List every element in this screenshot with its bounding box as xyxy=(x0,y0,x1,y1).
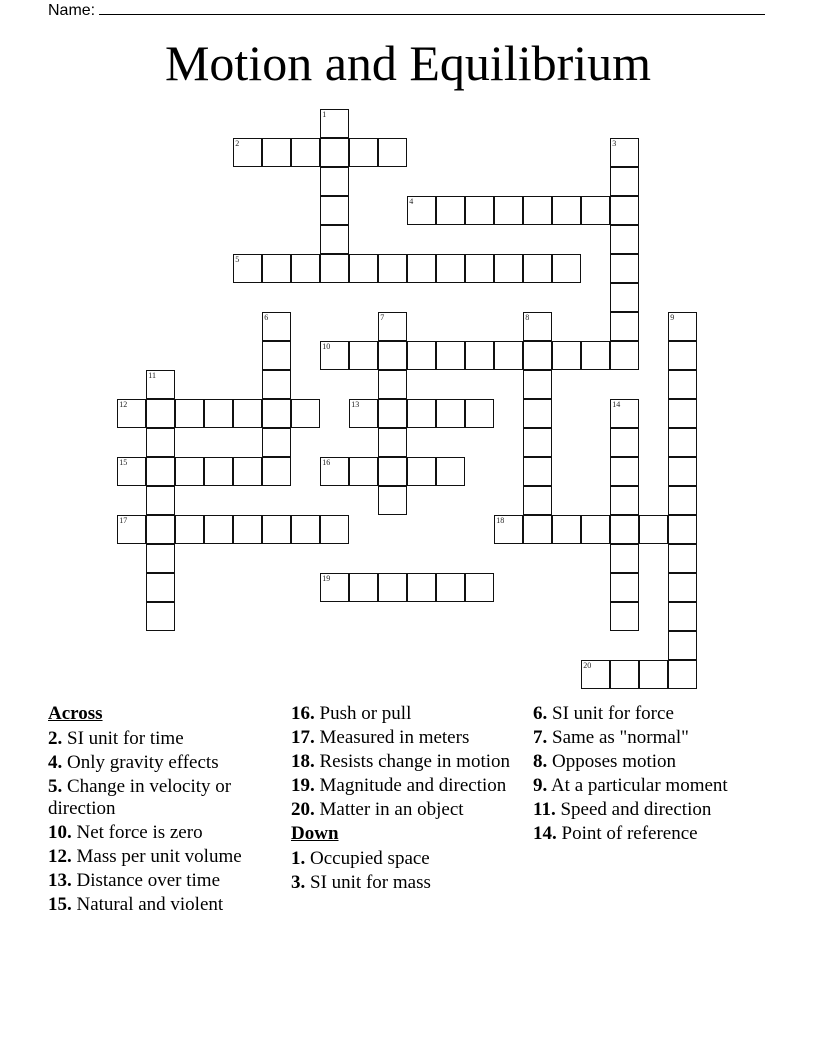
clue-number-label: 15. xyxy=(48,894,72,915)
grid-cell[interactable] xyxy=(146,399,175,428)
grid-cell[interactable] xyxy=(117,399,146,428)
grid-cell[interactable] xyxy=(378,312,407,341)
grid-cell[interactable] xyxy=(204,457,233,486)
clue-text: Distance over time xyxy=(71,870,221,891)
clue-text: Opposes motion xyxy=(547,751,677,772)
clue-item xyxy=(48,894,283,916)
grid-cell[interactable] xyxy=(262,428,291,457)
grid-cell[interactable] xyxy=(175,515,204,544)
clue-number-label: 8. xyxy=(533,751,548,772)
clue-number: 16 xyxy=(322,458,331,468)
grid-cell[interactable] xyxy=(465,254,494,283)
grid-cell[interactable] xyxy=(291,138,320,167)
grid-cell[interactable] xyxy=(146,573,175,602)
grid-cell[interactable] xyxy=(320,254,349,283)
grid-cell[interactable] xyxy=(552,196,581,225)
grid-cell[interactable] xyxy=(494,515,523,544)
clue-number: 1 xyxy=(322,110,327,120)
grid-cell[interactable] xyxy=(523,486,552,515)
grid-cell[interactable] xyxy=(552,515,581,544)
grid-cell[interactable] xyxy=(523,428,552,457)
grid-cell[interactable] xyxy=(378,254,407,283)
grid-cell[interactable] xyxy=(581,515,610,544)
clue-text: SI unit for force xyxy=(547,703,674,724)
grid-cell[interactable] xyxy=(610,254,639,283)
grid-cell[interactable] xyxy=(494,341,523,370)
clue-number-label: 7. xyxy=(533,727,548,748)
grid-cell[interactable] xyxy=(436,399,465,428)
clue-text: Only gravity effects xyxy=(62,752,219,773)
clue-text: Speed and direction xyxy=(555,799,712,820)
grid-cell[interactable] xyxy=(436,457,465,486)
across-heading: Across xyxy=(48,703,103,724)
grid-cell[interactable] xyxy=(668,515,697,544)
clue-number-label: 13. xyxy=(48,870,72,891)
clue-number-label: 18. xyxy=(291,751,315,772)
grid-cell[interactable] xyxy=(146,602,175,631)
grid-cell[interactable] xyxy=(668,457,697,486)
grid-cell[interactable] xyxy=(610,312,639,341)
grid-cell[interactable] xyxy=(668,341,697,370)
clue-number: 13 xyxy=(351,400,360,410)
grid-cell[interactable] xyxy=(146,515,175,544)
clue-number: 9 xyxy=(670,313,675,323)
grid-cell[interactable] xyxy=(523,196,552,225)
clue-number: 12 xyxy=(119,400,128,410)
grid-cell[interactable] xyxy=(436,573,465,602)
grid-cell[interactable] xyxy=(639,660,668,689)
grid-cell[interactable] xyxy=(262,399,291,428)
grid-cell[interactable] xyxy=(610,399,639,428)
clue-number-label: 1. xyxy=(291,848,306,869)
clue-item xyxy=(291,703,526,725)
grid-cell[interactable] xyxy=(610,225,639,254)
clue-number: 19 xyxy=(322,574,331,584)
grid-cell[interactable] xyxy=(465,196,494,225)
clue-number-label: 17. xyxy=(291,727,315,748)
page-title: Motion and Equilibrium xyxy=(164,35,652,91)
grid-cell[interactable] xyxy=(407,573,436,602)
clue-number: 4 xyxy=(409,197,414,207)
grid-cell[interactable] xyxy=(349,254,378,283)
clue-text: Net force is zero xyxy=(71,822,203,843)
grid-cell[interactable] xyxy=(320,167,349,196)
clue-item xyxy=(48,752,283,774)
clue-text: Change in velocity or direction xyxy=(48,776,232,819)
clue-column-3 xyxy=(533,703,768,847)
clue-item xyxy=(533,823,768,845)
grid-cell[interactable] xyxy=(262,341,291,370)
clue-item xyxy=(48,846,283,868)
clue-number-label: 16. xyxy=(291,703,315,724)
grid-cell[interactable] xyxy=(262,312,291,341)
clue-number: 7 xyxy=(380,313,385,323)
grid-cell[interactable] xyxy=(465,573,494,602)
grid-cell[interactable] xyxy=(610,138,639,167)
grid-cell[interactable] xyxy=(610,167,639,196)
grid-cell[interactable] xyxy=(610,573,639,602)
grid-cell[interactable] xyxy=(668,486,697,515)
grid-cell[interactable] xyxy=(204,515,233,544)
grid-cell[interactable] xyxy=(146,486,175,515)
grid-cell[interactable] xyxy=(407,254,436,283)
clue-item xyxy=(291,751,526,773)
clue-number-label: 11. xyxy=(533,799,556,820)
grid-cell[interactable] xyxy=(233,254,262,283)
grid-cell[interactable] xyxy=(465,399,494,428)
clue-number: 15 xyxy=(119,458,128,468)
clue-number-label: 6. xyxy=(533,703,548,724)
grid-cell[interactable] xyxy=(436,196,465,225)
grid-cell[interactable] xyxy=(320,573,349,602)
grid-cell[interactable] xyxy=(146,457,175,486)
grid-cell[interactable] xyxy=(407,399,436,428)
grid-cell[interactable] xyxy=(552,254,581,283)
clue-text: SI unit for mass xyxy=(305,872,431,893)
grid-cell[interactable] xyxy=(117,515,146,544)
clue-item xyxy=(533,799,768,821)
grid-cell[interactable] xyxy=(436,254,465,283)
grid-cell[interactable] xyxy=(291,515,320,544)
clue-number: 14 xyxy=(612,400,621,410)
clue-number: 6 xyxy=(264,313,269,323)
grid-cell[interactable] xyxy=(494,254,523,283)
grid-cell[interactable] xyxy=(523,457,552,486)
grid-cell[interactable] xyxy=(610,515,639,544)
clue-number: 5 xyxy=(235,255,240,265)
grid-cell[interactable] xyxy=(146,370,175,399)
clue-item xyxy=(291,775,526,797)
clue-number-label: 20. xyxy=(291,799,315,820)
clue-text: Point of reference xyxy=(556,823,698,844)
clue-column-2 xyxy=(291,703,526,896)
grid-cell[interactable] xyxy=(378,370,407,399)
grid-cell[interactable] xyxy=(378,486,407,515)
grid-cell[interactable] xyxy=(262,370,291,399)
clue-number-label: 3. xyxy=(291,872,306,893)
grid-cell[interactable] xyxy=(523,312,552,341)
grid-cell[interactable] xyxy=(320,341,349,370)
clue-item xyxy=(291,799,526,821)
grid-cell[interactable] xyxy=(291,254,320,283)
grid-cell[interactable] xyxy=(581,660,610,689)
grid-cell[interactable] xyxy=(668,370,697,399)
clue-text: Occupied space xyxy=(305,848,430,869)
grid-cell[interactable] xyxy=(349,457,378,486)
clue-number-label: 12. xyxy=(48,846,72,867)
clue-number-label: 2. xyxy=(48,728,63,749)
clue-text: Natural and violent xyxy=(71,894,224,915)
grid-cell[interactable] xyxy=(117,457,146,486)
grid-cell[interactable] xyxy=(668,631,697,660)
grid-cell[interactable] xyxy=(668,428,697,457)
grid-cell[interactable] xyxy=(320,109,349,138)
grid-cell[interactable] xyxy=(378,457,407,486)
grid-cell[interactable] xyxy=(581,196,610,225)
clue-text: Matter in an object xyxy=(314,799,464,820)
clue-item xyxy=(291,848,526,870)
grid-cell[interactable] xyxy=(378,428,407,457)
grid-cell[interactable] xyxy=(523,399,552,428)
grid-cell[interactable] xyxy=(523,370,552,399)
down-heading: Down xyxy=(291,823,339,844)
clue-text: Same as "normal" xyxy=(547,727,689,748)
grid-cell[interactable] xyxy=(407,457,436,486)
grid-cell[interactable] xyxy=(610,660,639,689)
grid-cell[interactable] xyxy=(320,225,349,254)
clue-text: Resists change in motion xyxy=(314,751,511,772)
grid-cell[interactable] xyxy=(175,457,204,486)
clue-text: Magnitude and direction xyxy=(314,775,507,796)
grid-cell[interactable] xyxy=(523,515,552,544)
clue-number-label: 5. xyxy=(48,776,63,797)
clue-number: 18 xyxy=(496,516,505,526)
grid-cell[interactable] xyxy=(262,254,291,283)
clue-number-label: 10. xyxy=(48,822,72,843)
grid-cell[interactable] xyxy=(378,138,407,167)
grid-cell[interactable] xyxy=(639,515,668,544)
grid-cell[interactable] xyxy=(146,428,175,457)
grid-cell[interactable] xyxy=(436,341,465,370)
clue-number: 3 xyxy=(612,139,617,149)
grid-cell[interactable] xyxy=(610,602,639,631)
grid-cell[interactable] xyxy=(320,457,349,486)
grid-cell[interactable] xyxy=(291,399,320,428)
clue-item xyxy=(291,872,526,894)
clue-number: 20 xyxy=(583,661,592,671)
clue-number-label: 14. xyxy=(533,823,557,844)
name-label: Name: xyxy=(48,2,96,19)
grid-cell[interactable] xyxy=(349,399,378,428)
clue-number: 11 xyxy=(148,371,156,381)
grid-cell[interactable] xyxy=(407,341,436,370)
grid-cell[interactable] xyxy=(552,341,581,370)
grid-cell[interactable] xyxy=(262,457,291,486)
grid-cell[interactable] xyxy=(465,341,494,370)
clue-item xyxy=(533,751,768,773)
grid-cell[interactable] xyxy=(175,399,204,428)
clue-text: SI unit for time xyxy=(62,728,184,749)
grid-cell[interactable] xyxy=(668,544,697,573)
grid-cell[interactable] xyxy=(233,138,262,167)
grid-cell[interactable] xyxy=(378,399,407,428)
grid-cell[interactable] xyxy=(407,196,436,225)
clue-item xyxy=(533,727,768,749)
clue-text: Mass per unit volume xyxy=(71,846,242,867)
grid-cell[interactable] xyxy=(610,428,639,457)
grid-cell[interactable] xyxy=(204,399,233,428)
grid-cell[interactable] xyxy=(349,573,378,602)
clue-item xyxy=(48,728,283,750)
grid-cell[interactable] xyxy=(349,341,378,370)
grid-cell[interactable] xyxy=(610,283,639,312)
clue-number-label: 19. xyxy=(291,775,315,796)
grid-cell[interactable] xyxy=(668,660,697,689)
grid-cell[interactable] xyxy=(610,196,639,225)
clue-number: 10 xyxy=(322,342,331,352)
clue-number: 8 xyxy=(525,313,530,323)
grid-cell[interactable] xyxy=(146,544,175,573)
grid-cell[interactable] xyxy=(668,312,697,341)
clue-item xyxy=(48,776,283,820)
grid-cell[interactable] xyxy=(668,573,697,602)
grid-cell[interactable] xyxy=(378,341,407,370)
grid-cell[interactable] xyxy=(523,254,552,283)
grid-cell[interactable] xyxy=(233,457,262,486)
grid-cell[interactable] xyxy=(610,341,639,370)
clue-column-1 xyxy=(48,703,283,918)
clue-number-label: 4. xyxy=(48,752,63,773)
grid-cell[interactable] xyxy=(320,138,349,167)
clue-text: Push or pull xyxy=(314,703,412,724)
grid-cell[interactable] xyxy=(610,457,639,486)
grid-cell[interactable] xyxy=(349,138,378,167)
clue-item xyxy=(48,870,283,892)
clue-text: Measured in meters xyxy=(314,727,470,748)
grid-cell[interactable] xyxy=(610,544,639,573)
clue-item xyxy=(48,822,283,844)
clue-number: 17 xyxy=(119,516,128,526)
grid-cell[interactable] xyxy=(262,138,291,167)
grid-cell[interactable] xyxy=(233,515,262,544)
grid-cell[interactable] xyxy=(668,602,697,631)
clue-item xyxy=(533,775,768,797)
grid-cell[interactable] xyxy=(610,486,639,515)
grid-cell[interactable] xyxy=(320,196,349,225)
grid-cell[interactable] xyxy=(494,196,523,225)
clue-number: 2 xyxy=(235,139,240,149)
grid-cell[interactable] xyxy=(581,341,610,370)
clue-item xyxy=(291,727,526,749)
grid-cell[interactable] xyxy=(668,399,697,428)
clue-text: At a particular moment xyxy=(547,775,728,796)
grid-cell[interactable] xyxy=(523,341,552,370)
grid-cell[interactable] xyxy=(233,399,262,428)
clue-item xyxy=(533,703,768,725)
grid-cell[interactable] xyxy=(378,573,407,602)
grid-cell[interactable] xyxy=(320,515,349,544)
grid-cell[interactable] xyxy=(262,515,291,544)
clue-number-label: 9. xyxy=(533,775,548,796)
